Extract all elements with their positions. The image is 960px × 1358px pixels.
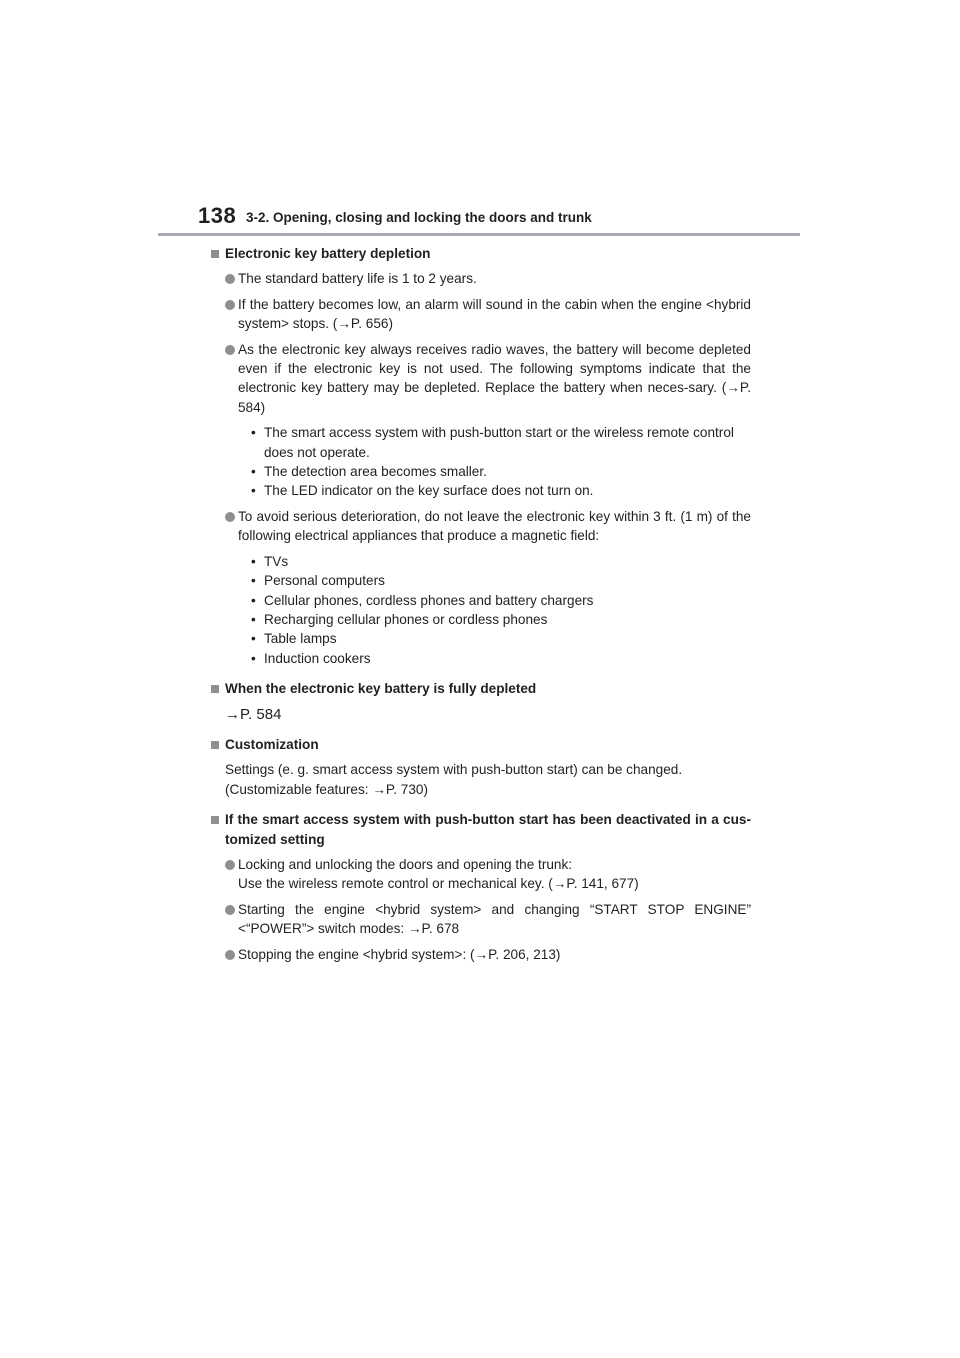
list-item: • Cellular phones, cordless phones and battery chargers bbox=[251, 591, 751, 610]
list-item: • Induction cookers bbox=[251, 649, 751, 668]
symptom-list bbox=[211, 423, 751, 501]
header-divider bbox=[158, 233, 800, 236]
appliance-list bbox=[211, 552, 751, 668]
heading-battery-depletion: Electronic key battery depletion bbox=[211, 244, 751, 263]
list-item: • The detection area becomes smaller. bbox=[251, 462, 751, 481]
list-item: • Table lamps bbox=[251, 629, 751, 648]
page-number: 138 bbox=[198, 203, 237, 228]
list-item: Stopping the engine <hybrid system>: (→P. 206, 213) bbox=[211, 945, 751, 964]
list-item: If the battery becomes low, an alarm will sound in the cabin when the engine <hybrid system> stops. (→P. 656) bbox=[211, 295, 751, 334]
section-title: 3-2. Opening, closing and locking the doors and trunk bbox=[246, 210, 592, 225]
circle-bullet-icon bbox=[225, 345, 235, 355]
list-item: • The LED indicator on the key surface does not turn on. bbox=[251, 481, 751, 500]
circle-bullet-icon bbox=[225, 274, 235, 284]
middle-dot-icon: • bbox=[251, 483, 256, 499]
customization-text: Settings (e. g. smart access system with push-button start) can be changed. (Customizable features: →P. 730) bbox=[225, 762, 683, 797]
middle-dot-icon: • bbox=[251, 425, 256, 441]
page-reference: →P. 584 bbox=[225, 705, 282, 723]
heading-deactivated: If the smart access system with push-button start has been deactivated in a cus-tomized setting bbox=[211, 810, 751, 849]
page-content bbox=[211, 244, 751, 964]
middle-dot-icon: • bbox=[251, 553, 256, 569]
square-bullet-icon bbox=[211, 741, 219, 749]
list-item: • Recharging cellular phones or cordless phones bbox=[251, 610, 751, 629]
circle-bullet-icon bbox=[225, 860, 235, 870]
middle-dot-icon: • bbox=[251, 592, 256, 608]
square-bullet-icon bbox=[211, 685, 219, 693]
list-item: • The smart access system with push-button start or the wireless remote control does not operate. bbox=[251, 425, 734, 460]
list-item: To avoid serious deterioration, do not leave the electronic key within 3 ft. (1 m) of the following electrical appliances that produce a magnetic field: bbox=[211, 507, 751, 546]
square-bullet-icon bbox=[211, 816, 219, 824]
list-item: As the electronic key always receives radio waves, the battery will become depleted even if the electronic key is not used. The following symptoms indicate that the electronic key battery may be depleted. Replace the battery when neces-sary. (→P. 584) bbox=[211, 340, 751, 418]
square-bullet-icon bbox=[211, 250, 219, 258]
circle-bullet-icon bbox=[225, 905, 235, 915]
list-item: • Personal computers bbox=[251, 571, 751, 590]
middle-dot-icon: • bbox=[251, 631, 256, 647]
middle-dot-icon: • bbox=[251, 464, 256, 480]
list-item: • TVs bbox=[251, 552, 751, 571]
heading-customization: Customization bbox=[211, 735, 751, 754]
list-item: Starting the engine <hybrid system> and changing “START STOP ENGINE” <“POWER”> switch modes: →P. 678 bbox=[211, 900, 751, 939]
list-item: The standard battery life is 1 to 2 years. bbox=[211, 269, 751, 288]
middle-dot-icon: • bbox=[251, 650, 256, 666]
circle-bullet-icon bbox=[225, 300, 235, 310]
heading-fully-depleted: When the electronic key battery is fully depleted bbox=[211, 679, 751, 698]
circle-bullet-icon bbox=[225, 950, 235, 960]
middle-dot-icon: • bbox=[251, 573, 256, 589]
page-header bbox=[198, 203, 800, 235]
middle-dot-icon: • bbox=[251, 611, 256, 627]
list-item: Locking and unlocking the doors and opening the trunk: Use the wireless remote control or mechanical key. (→P. 141, 677) bbox=[211, 855, 751, 894]
circle-bullet-icon bbox=[225, 512, 235, 522]
